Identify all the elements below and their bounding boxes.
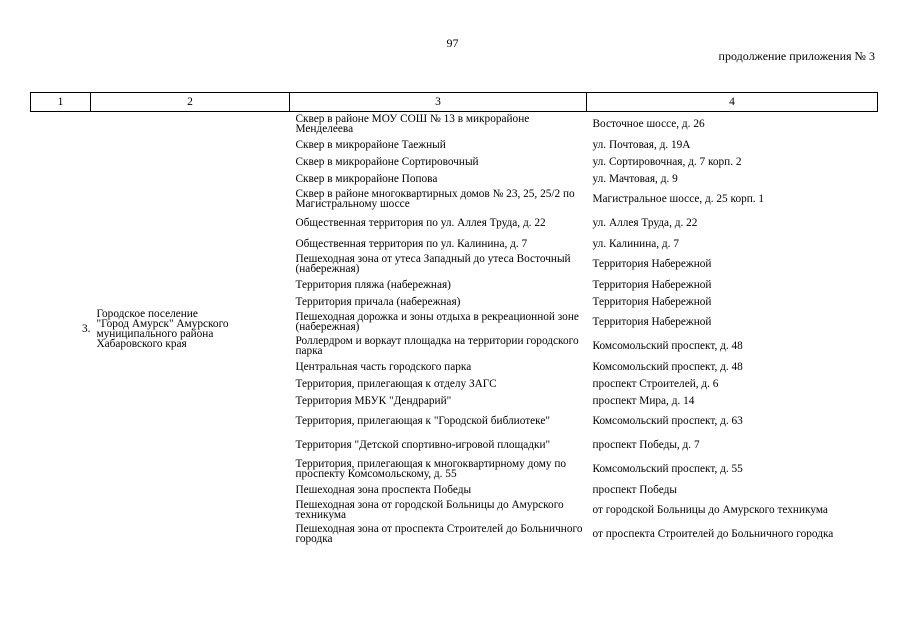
municipality-name-line: муниципального района — [96, 328, 214, 340]
territory-name: Пешеходная дорожка и зоны отдыха в рекреационной зоне (набережная) — [295, 311, 579, 333]
territory-address: от проспекта Строителей до Больничного городка — [592, 528, 834, 540]
territory-name: Сквер в районе многоквартирных домов № 23, 25, 25/2 по Магистральному шоссе — [295, 188, 575, 210]
municipality-name-line: "Город Амурск" Амурского — [96, 318, 229, 330]
territory-name: Сквер в районе МОУ СОШ № 13 в микрорайоне Менделеева — [295, 113, 530, 135]
territory-name: Сквер в микрорайоне Сортировочный — [295, 155, 479, 168]
municipality-name — [91, 112, 290, 547]
territory-name: Пешеходная зона от городской Больницы до Амурского техникума — [295, 499, 564, 521]
territory-name: Территория, прилегающая к многоквартирному дому по проспекту Комсомольскому, д. 55 — [295, 458, 567, 480]
territory-name: Пешеходная зона от утеса Западный до утеса Восточный (набережная) — [295, 253, 571, 275]
header-col-3: 3 — [290, 93, 587, 112]
territory-address: проспект Мира, д. 14 — [592, 394, 695, 407]
territory-address: Комсомольский проспект, д. 48 — [592, 340, 743, 352]
territory-address: ул. Мачтовая, д. 9 — [592, 172, 678, 185]
territory-name: Центральная часть городского парка — [295, 360, 472, 373]
territory-address: Территория Набережной — [592, 258, 712, 270]
table-header-row — [31, 93, 878, 112]
territory-name: Роллердром и воркаут площадка на территории городского парка — [295, 335, 579, 357]
page-number: 97 — [446, 36, 459, 50]
territory-name: Пешеходная зона проспекта Победы — [295, 483, 472, 496]
municipality-name-line: Хабаровского края — [96, 338, 187, 350]
territory-address: ул. Аллея Труда, д. 22 — [592, 217, 698, 229]
header-col-2: 2 — [91, 93, 290, 112]
territories-table — [30, 92, 878, 546]
territory-name: Пешеходная зона от проспекта Строителей до Больничного городка — [295, 523, 583, 545]
territory-name: Территория "Детской спортивно-игровой площадки" — [295, 439, 551, 451]
header-col-4: 4 — [587, 93, 878, 112]
territory-name: Территория пляжа (набережная) — [295, 278, 451, 291]
territory-name: Территория, прилегающая к "Городской библиотеке" — [295, 415, 551, 427]
territory-name: Территория, прилегающая к отделу ЗАГС — [295, 377, 497, 390]
territory-address: ул. Калинина, д. 7 — [592, 237, 679, 250]
territory-address: проспект Победы — [592, 483, 677, 496]
territory-address: Магистральное шоссе, д. 25 корп. 1 — [592, 193, 765, 205]
territory-address: Территория Набережной — [592, 295, 712, 308]
group-number: 3. — [82, 323, 91, 335]
territory-name: Сквер в микрорайоне Попова — [295, 172, 438, 185]
territory-address: Восточное шоссе, д. 26 — [592, 118, 705, 130]
territory-name: Сквер в микрорайоне Таежный — [295, 138, 446, 151]
territory-name: Территория причала (набережная) — [295, 295, 461, 308]
header-col-1: 1 — [31, 93, 91, 112]
appendix-continuation-note: продолжение приложения № 3 — [718, 49, 875, 63]
territory-address: проспект Победы, д. 7 — [592, 439, 700, 451]
municipality-name-line: Городское поселение — [96, 308, 198, 320]
territory-address: Комсомольский проспект, д. 48 — [592, 360, 743, 373]
territory-address: Территория Набережной — [592, 316, 712, 328]
territory-name: Общественная территория по ул. Аллея Труда, д. 22 — [295, 217, 546, 229]
territory-address: Территория Набережной — [592, 278, 712, 291]
territory-address: Комсомольский проспект, д. 55 — [592, 463, 743, 475]
territory-address: от городской Больницы до Амурского техникума — [592, 504, 828, 516]
territory-address: Комсомольский проспект, д. 63 — [592, 415, 743, 427]
territory-name: Общественная территория по ул. Калинина, д. 7 — [295, 237, 528, 250]
territory-address: ул. Сортировочная, д. 7 корп. 2 — [592, 155, 742, 168]
table-row — [31, 112, 878, 137]
territory-address: проспект Строителей, д. 6 — [592, 377, 719, 390]
territory-address: ул. Почтовая, д. 19А — [592, 138, 691, 151]
territory-name: Территория МБУК "Дендрарий" — [295, 394, 452, 407]
